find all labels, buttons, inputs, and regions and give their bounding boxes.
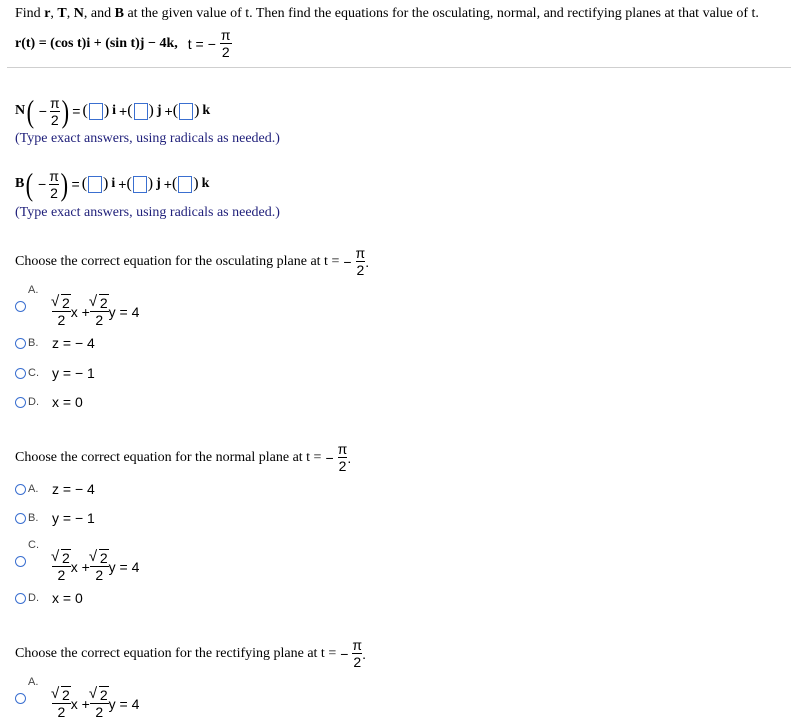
normal-option-a[interactable] xyxy=(15,481,95,497)
sqrt-icon xyxy=(52,551,71,565)
radicand: 2 xyxy=(99,687,108,703)
component-k: ( ) xyxy=(171,175,199,192)
option-equation: x = 0 xyxy=(52,590,83,606)
frac-num: π xyxy=(49,94,60,111)
bold-B: B xyxy=(114,6,124,21)
right-paren: ) xyxy=(61,93,69,129)
frac-den: 2 xyxy=(356,262,365,278)
answer-box-B-j[interactable] xyxy=(133,176,147,193)
answer-box-N-i[interactable] xyxy=(89,103,103,120)
minus-sign: − xyxy=(340,645,349,662)
minus-sign: − xyxy=(38,103,47,119)
t-fraction xyxy=(352,638,362,669)
option-letter: D. xyxy=(28,396,39,408)
sqrt-icon xyxy=(90,296,109,310)
radio-button[interactable] xyxy=(15,556,26,567)
plus-sign: + xyxy=(163,176,172,192)
radicand: 2 xyxy=(99,295,108,311)
sqrt2-over-2 xyxy=(90,688,109,719)
frac-den: 2 xyxy=(95,567,104,583)
osculating-option-a[interactable] xyxy=(15,286,139,327)
hint-text: (Type exact answers, using radicals as needed.) xyxy=(15,131,280,146)
period: . xyxy=(347,449,352,466)
option-letter: C. xyxy=(28,367,39,379)
unit-j: j xyxy=(156,176,161,191)
function-definition xyxy=(15,28,232,59)
sqrt2-over-2 xyxy=(52,296,71,327)
y-term: y = 4 xyxy=(108,303,140,320)
minus-sign: − xyxy=(38,176,47,192)
prompt-text: Choose the correct equation for the osculating plane at t = xyxy=(15,253,340,269)
y-term: y = 4 xyxy=(108,558,140,575)
rectifying-option-a[interactable] xyxy=(15,678,139,719)
frac-den: 2 xyxy=(95,704,104,720)
left-paren: ( xyxy=(26,93,35,129)
minus-sign: − xyxy=(325,449,334,466)
hint-text: (Type exact answers, using radicals as needed.) xyxy=(15,205,280,220)
radicand: 2 xyxy=(62,550,70,566)
frac-den: 2 xyxy=(57,704,66,720)
sep: , xyxy=(50,6,58,21)
normal-prompt xyxy=(15,442,351,473)
option-letter: B. xyxy=(28,337,39,349)
sep: , and xyxy=(83,6,115,21)
frac-den: 2 xyxy=(221,44,230,60)
sqrt-icon xyxy=(52,688,71,702)
radicand: 2 xyxy=(62,295,70,311)
radio-button[interactable] xyxy=(15,513,26,524)
radio-button[interactable] xyxy=(15,397,26,408)
sqrt2-over-2 xyxy=(90,551,109,582)
component-i: ( ) xyxy=(82,102,110,119)
radio-button[interactable] xyxy=(15,338,26,349)
option-letter: A. xyxy=(28,284,39,296)
frac-den: 2 xyxy=(50,111,59,128)
sqrt2-over-2 xyxy=(52,688,71,719)
sqrt2-over-2 xyxy=(52,551,71,582)
unit-i: i xyxy=(111,176,116,191)
vector-name: B xyxy=(15,176,25,191)
option-letter: B. xyxy=(28,512,39,524)
vector-B-row xyxy=(15,168,212,200)
question-instruction xyxy=(15,6,759,22)
left-paren: ( xyxy=(25,166,34,202)
t-fraction xyxy=(220,28,232,59)
t-fraction xyxy=(356,246,366,277)
radicand: 2 xyxy=(99,550,108,566)
plus-sign: + xyxy=(164,103,173,119)
osculating-option-b[interactable] xyxy=(15,335,95,351)
x-term: x + xyxy=(70,558,90,575)
bold-T: T xyxy=(57,6,67,21)
radio-button[interactable] xyxy=(15,368,26,379)
instruction-text: Find xyxy=(15,6,45,21)
frac-num: π xyxy=(352,637,363,653)
rectifying-prompt xyxy=(15,638,366,669)
option-equation: y = − 1 xyxy=(52,510,95,526)
sqrt-icon xyxy=(52,296,71,310)
unit-k: k xyxy=(201,176,210,191)
sqrt-icon xyxy=(90,551,109,565)
arg-fraction xyxy=(50,96,60,127)
osculating-prompt xyxy=(15,246,369,277)
normal-option-c[interactable] xyxy=(15,541,139,582)
frac-den: 2 xyxy=(95,312,104,328)
t-label: t = xyxy=(187,35,204,52)
osculating-option-c[interactable] xyxy=(15,365,95,381)
minus-sign: − xyxy=(343,253,352,270)
osculating-option-d[interactable] xyxy=(15,394,83,410)
y-term: y = 4 xyxy=(108,695,140,712)
unit-k: k xyxy=(202,103,211,118)
sep: , xyxy=(66,6,74,21)
equals-sign: = xyxy=(71,176,80,192)
component-k: ( ) xyxy=(172,102,200,119)
function-text: r(t) = (cos t)i + (sin t)j − 4k, xyxy=(15,35,178,51)
prompt-text: Choose the correct equation for the rectifying plane at t = xyxy=(15,645,337,661)
frac-den: 2 xyxy=(50,184,58,201)
option-equation: x = 0 xyxy=(52,394,83,410)
option-letter: C. xyxy=(28,539,39,551)
minus-sign: − xyxy=(207,35,216,52)
answer-box-B-i[interactable] xyxy=(88,176,102,193)
x-term: x + xyxy=(70,695,90,712)
component-j: ( ) xyxy=(126,175,154,192)
option-equation: z = − 4 xyxy=(52,335,95,351)
vector-name: N xyxy=(15,103,26,118)
x-term: x + xyxy=(70,303,90,320)
radicand: 2 xyxy=(62,687,70,703)
arg-fraction xyxy=(49,169,59,200)
sqrt-icon xyxy=(90,688,109,702)
frac-num: π xyxy=(355,245,366,261)
frac-den: 2 xyxy=(338,458,347,474)
frac-den: 2 xyxy=(353,654,362,670)
option-letter: A. xyxy=(28,676,39,688)
radio-button[interactable] xyxy=(15,593,26,604)
period: . xyxy=(362,645,366,662)
radio-button[interactable] xyxy=(15,484,26,495)
bold-r: r xyxy=(44,6,51,21)
t-fraction xyxy=(338,442,348,473)
period: . xyxy=(365,253,370,270)
frac-den: 2 xyxy=(57,567,66,583)
bold-N: N xyxy=(73,6,84,21)
frac-num: π xyxy=(220,27,231,43)
normal-option-b[interactable] xyxy=(15,510,95,526)
option-equation: y = − 1 xyxy=(52,365,95,381)
divider xyxy=(7,67,791,68)
component-i: ( ) xyxy=(81,175,109,192)
option-letter: A. xyxy=(28,483,39,495)
frac-den: 2 xyxy=(57,312,66,328)
radio-button[interactable] xyxy=(15,693,26,704)
right-paren: ) xyxy=(60,166,68,202)
equals-sign: = xyxy=(72,103,81,119)
unit-j: j xyxy=(156,103,162,118)
option-equation: z = − 4 xyxy=(52,481,95,497)
radio-button[interactable] xyxy=(15,301,26,312)
normal-option-d[interactable] xyxy=(15,590,83,606)
vector-N-row xyxy=(15,95,213,127)
frac-num: π xyxy=(337,441,348,457)
answer-box-N-j[interactable] xyxy=(134,103,148,120)
unit-i: i xyxy=(112,103,117,118)
plus-sign: + xyxy=(119,103,128,119)
answer-box-B-k[interactable] xyxy=(178,176,192,193)
option-letter: D. xyxy=(28,592,39,604)
plus-sign: + xyxy=(118,176,127,192)
frac-num: π xyxy=(49,167,59,184)
component-j: ( ) xyxy=(127,102,154,119)
sqrt2-over-2 xyxy=(90,296,109,327)
prompt-text: Choose the correct equation for the normal plane at t = xyxy=(15,449,322,465)
answer-box-N-k[interactable] xyxy=(179,103,193,120)
instruction-rest: at the given value of t. Then find the equations for the osculating, normal, and rectifying planes at that value of t. xyxy=(123,6,759,21)
